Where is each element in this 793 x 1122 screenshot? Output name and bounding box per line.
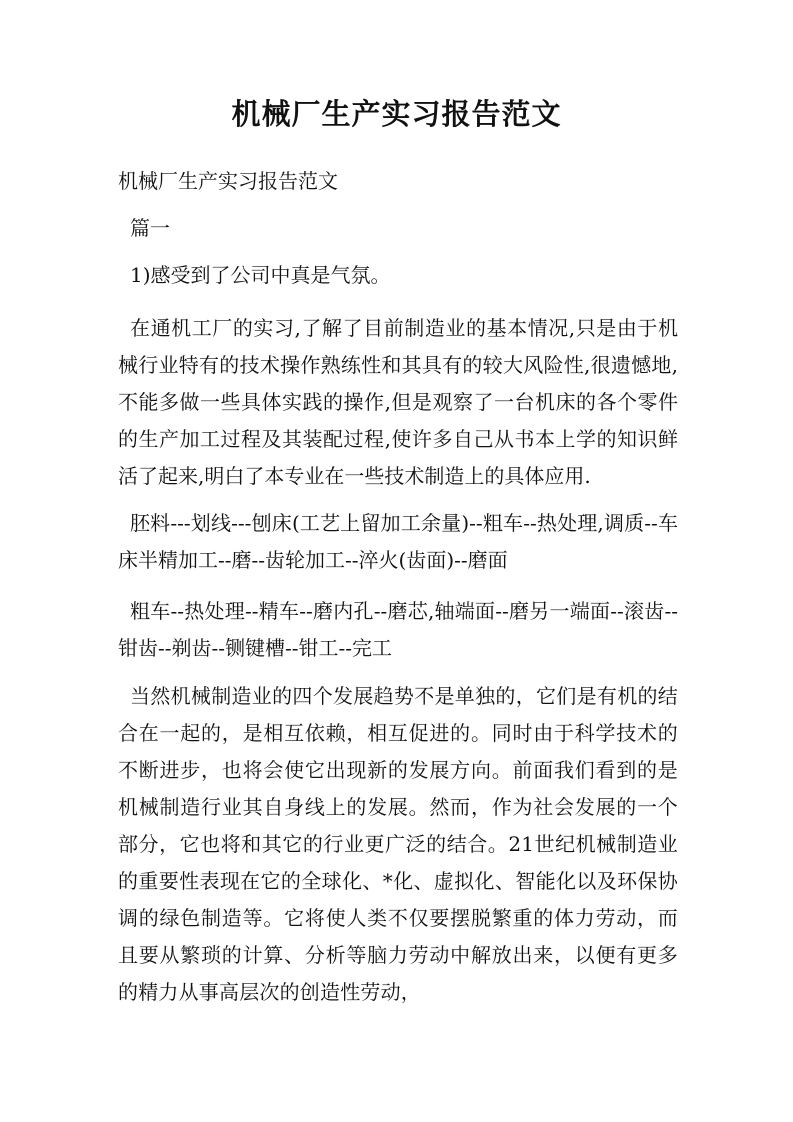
paragraph-internship: 在通机工厂的实习,了解了目前制造业的基本情况,只是由于机械行业特有的技术操作熟练性和其具有的较大风险性,很遗憾地,不能多做一些具体实践的操作,但是观察了一台机床的各个零件的生产加工过程及其装配过程,使许多自己从书本上学的知识鲜活了起来,明白了本专业在一些技术制造上的具体应用. bbox=[118, 316, 678, 488]
paragraph-process-1: 胚料---划线---刨床(工艺上留加工余量)--粗车--热处理,调质--车床半精加工--磨--齿轮加工--淬火(齿面)--磨面 bbox=[118, 511, 678, 572]
paragraph-feeling: 1)感受到了公司中真是气氛。 bbox=[130, 263, 391, 287]
paragraph-trends: 当然机械制造业的四个发展趋势不是单独的，它们是有机的结合在一起的，是相互依赖，相互促进的。同时由于科学技术的不断进步，也将会使它出现新的发展方向。前面我们看到的是机械制造行业其自身线上的发展。然而，作为社会发展的一个部分，它也将和其它的行业更广泛的结合。21世纪机械制造业的重要性表现在它的全球化、*化、虚拟化、智能化以及环保协调的绿色制造等。它将使人类不仅要摆脱繁重的体力劳动，而且要从繁琐的计算、分析等脑力劳动中解放出来，以便有更多的精力从事高层次的创造性劳动， bbox=[118, 684, 678, 1004]
page-title: 机械厂生产实习报告范文 bbox=[231, 97, 562, 131]
paragraph-process-2: 粗车--热处理--精车--磨内孔--磨芯,轴端面--磨另一端面--滚齿--钳齿--剃齿--铡键槽--钳工--完工 bbox=[118, 599, 678, 660]
document-subtitle: 机械厂生产实习报告范文 bbox=[118, 169, 338, 193]
section-label: 篇一 bbox=[130, 216, 170, 240]
